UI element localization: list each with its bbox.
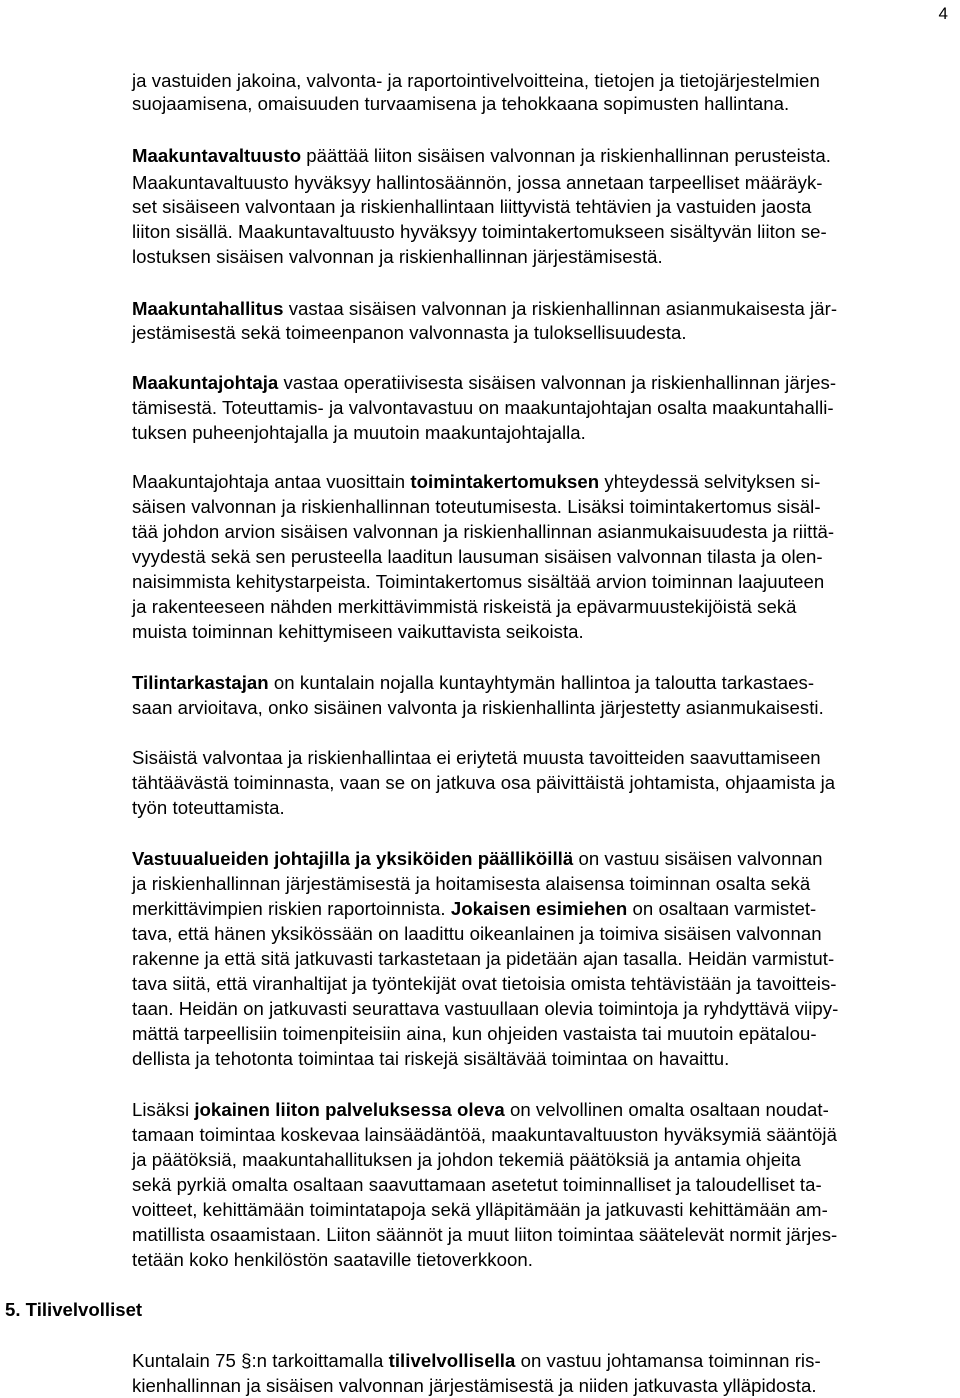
text-line bbox=[132, 620, 584, 644]
text-run: rakenne ja että sitä jatkuvasti tarkastetaan ja pidetään ajan tasalla. Heidän varmistut- bbox=[132, 948, 835, 969]
text-run: yhteydessä selvityksen si- bbox=[599, 471, 821, 492]
text-run: vyydestä sekä sen perusteella laaditun lausuman sisäisen valvonnan tilasta ja olen- bbox=[132, 546, 823, 567]
bold-text: Maakuntavaltuusto bbox=[132, 145, 302, 166]
text-run: on vastuu sisäisen valvonnan bbox=[573, 848, 823, 869]
text-run: ja päätöksiä, maakuntahallituksen ja johdon tekemiä päätöksiä ja antamia ohjeita bbox=[132, 1149, 801, 1170]
text-line bbox=[132, 520, 834, 544]
text-run: Lisäksi bbox=[132, 1099, 195, 1120]
text-line bbox=[132, 220, 827, 244]
text-run: ja riskienhallinnan järjestämisestä ja hoitamisesta alaisensa toiminnan osalta sekä bbox=[132, 873, 811, 894]
text-line bbox=[132, 171, 823, 195]
text-line bbox=[132, 297, 837, 321]
text-line bbox=[132, 696, 824, 720]
text-line bbox=[132, 470, 820, 494]
text-run: on vastuu johtamansa toiminnan ris- bbox=[515, 1350, 821, 1371]
bold-text: Vastuualueiden johtajilla ja yksiköiden päälliköillä bbox=[132, 848, 574, 869]
text-line bbox=[132, 1349, 821, 1373]
text-run: tähtäävästä toiminnasta, vaan se on jatkuva osa päivittäistä johtamista, ohjaamista ja bbox=[132, 772, 836, 793]
text-run: taan. Heidän on jatkuvasti seurattava vastuullaan olevia toimintoja ja ryhdyttävä viipy- bbox=[132, 998, 839, 1019]
text-run: voitteet, kehittämään toimintatapoja sekä ylläpitämään ja jatkuvasti kehittämään am- bbox=[132, 1199, 828, 1220]
text-line bbox=[132, 545, 823, 569]
text-run: ja rakenteeseen nähden merkittävimmistä riskeistä ja epävarmuustekijöistä sekä bbox=[132, 596, 797, 617]
text-run: Sisäistä valvontaa ja riskienhallintaa ei eriytetä muusta tavoitteiden saavuttamiseen bbox=[132, 747, 821, 768]
text-line bbox=[132, 872, 810, 896]
text-line bbox=[132, 1148, 801, 1172]
text-line bbox=[132, 69, 820, 93]
text-line bbox=[132, 1047, 729, 1071]
text-run: on kuntalain nojalla kuntayhtymän hallintoa ja taloutta tarkastaes- bbox=[268, 672, 815, 693]
text-line bbox=[132, 1248, 533, 1272]
bold-text: jokainen liiton palveluksessa oleva bbox=[194, 1099, 505, 1120]
bold-text: toimintakertomuksen bbox=[410, 471, 600, 492]
text-run: saan arvioitava, onko sisäinen valvonta ja riskienhallinta järjestetty asianmukaisesti. bbox=[132, 697, 824, 718]
text-line bbox=[132, 796, 285, 820]
text-run: tämisestä. Toteuttamis- ja valvontavastuu on maakuntajohtajan osalta maakuntahalli- bbox=[132, 397, 834, 418]
text-run: Kuntalain 75 §:n tarkoittamalla bbox=[132, 1350, 389, 1371]
text-run: tava, että hänen yksikössään on laadittu oikeanlainen ja toimiva sisäisen valvonnan bbox=[132, 923, 822, 944]
text-run: Maakuntavaltuusto hyväksyy hallintosäännön, jossa annetaan tarpeelliset määräyk- bbox=[132, 172, 823, 193]
page-number: 4 bbox=[938, 4, 948, 23]
text-line bbox=[132, 671, 814, 695]
text-run: dellista ja tehotonta toimintaa tai riskejä sisältävää toimintaa on havaittu. bbox=[132, 1048, 730, 1069]
text-run: on osaltaan varmistet- bbox=[627, 898, 817, 919]
text-line bbox=[132, 1374, 817, 1398]
text-line bbox=[132, 371, 836, 395]
text-run: Maakuntajohtaja antaa vuosittain bbox=[132, 471, 411, 492]
text-line bbox=[132, 595, 797, 619]
text-line bbox=[132, 570, 824, 594]
bold-text: tilivelvollisella bbox=[388, 1350, 516, 1371]
text-run: suojaamisena, omaisuuden turvaamisena ja tehokkaana sopimusten hallintana. bbox=[132, 93, 790, 114]
text-line bbox=[132, 997, 838, 1021]
text-line bbox=[132, 922, 822, 946]
text-run: on velvollinen omalta osaltaan noudat- bbox=[504, 1099, 829, 1120]
text-run: säisen valvonnan ja riskienhallinnan toteutumisesta. Lisäksi toimintakertomus sisäl- bbox=[132, 496, 821, 517]
text-line bbox=[132, 972, 837, 996]
text-line bbox=[132, 144, 831, 168]
text-line bbox=[132, 195, 811, 219]
text-run: tava siitä, että viranhaltijat ja työntekijät ovat tietoisia omista tehtävistään ja tavoitteis- bbox=[132, 973, 837, 994]
text-line bbox=[132, 495, 821, 519]
text-run: kienhallinnan ja sisäisen valvonnan järjestämisestä ja niiden jatkuvasta ylläpidosta. bbox=[132, 1375, 817, 1396]
bold-text: Tilintarkastajan bbox=[132, 672, 269, 693]
bold-text: Maakuntajohtaja bbox=[132, 372, 279, 393]
text-run: vastaa sisäisen valvonnan ja riskienhallinnan asianmukaisesta jär- bbox=[283, 298, 838, 319]
text-line bbox=[132, 1022, 817, 1046]
section-heading: 5. Tilivelvolliset bbox=[5, 1299, 143, 1320]
text-line bbox=[132, 421, 586, 445]
text-run: tamaan toimintaa koskevaa lainsäädäntöä, maakuntavaltuuston hyväksymiä sääntöjä bbox=[132, 1124, 837, 1145]
text-line bbox=[132, 245, 663, 269]
text-run: tää johdon arvion sisäisen valvonnan ja riskienhallinnan asianmukaisuudesta ja riittä- bbox=[132, 521, 835, 542]
text-line bbox=[132, 1173, 822, 1197]
text-run: muista toiminnan kehittymiseen vaikuttavista seikoista. bbox=[132, 621, 584, 642]
text-line bbox=[132, 897, 816, 921]
text-run: merkittävimpien riskien raportoinnista. bbox=[132, 898, 451, 919]
text-run: lostuksen sisäisen valvonnan ja riskienhallinnan järjestämisestä. bbox=[132, 246, 663, 267]
text-run: tetään koko henkilöstön saataville tietoverkkoon. bbox=[132, 1249, 533, 1270]
text-line bbox=[132, 92, 789, 116]
text-line bbox=[132, 1223, 837, 1247]
text-run: tuksen puheenjohtajalla ja muutoin maakuntajohtajalla. bbox=[132, 422, 586, 443]
text-line bbox=[132, 771, 835, 795]
text-line bbox=[132, 321, 687, 345]
text-run: naisimmista kehitystarpeista. Toimintakertomus sisältää arvion toiminnan laajuuteen bbox=[132, 571, 825, 592]
text-run: vastaa operatiivisesta sisäisen valvonnan ja riskienhallinnan järjes- bbox=[278, 372, 837, 393]
text-run: sekä pyrkiä omalta osaltaan saavuttamaan asetetut toiminnalliset ja taloudelliset ta- bbox=[132, 1174, 822, 1195]
text-run: ja vastuiden jakoina, valvonta- ja raportointivelvoitteina, tietojen ja tietojärjestelmien bbox=[132, 70, 820, 91]
text-line bbox=[132, 847, 822, 871]
text-run: työn toteuttamista. bbox=[132, 797, 285, 818]
text-line bbox=[132, 1098, 829, 1122]
text-line bbox=[132, 396, 834, 420]
text-line bbox=[132, 746, 821, 770]
text-run: set sisäiseen valvontaan ja riskienhallintaan liittyvistä tehtävien ja vastuiden jaosta bbox=[132, 196, 812, 217]
text-line bbox=[132, 1198, 828, 1222]
text-run: päättää liiton sisäisen valvonnan ja riskienhallinnan perusteista. bbox=[301, 145, 831, 166]
text-run: liiton sisällä. Maakuntavaltuusto hyväksyy toimintakertomukseen sisältyvän liiton se- bbox=[132, 221, 827, 242]
text-run: matillista osaamistaan. Liiton säännöt ja muut liiton toimintaa säätelevät normit järjes- bbox=[132, 1224, 838, 1245]
text-run: mättä tarpeellisiin toimenpiteisiin aina, kun ohjeiden vastaista tai muutoin epätalou- bbox=[132, 1023, 817, 1044]
text-line bbox=[132, 947, 834, 971]
text-run: jestämisestä sekä toimeenpanon valvonnasta ja tuloksellisuudesta. bbox=[132, 322, 687, 343]
text-line bbox=[132, 1123, 837, 1147]
bold-text: Jokaisen esimiehen bbox=[450, 898, 628, 919]
bold-text: Maakuntahallitus bbox=[132, 298, 284, 319]
